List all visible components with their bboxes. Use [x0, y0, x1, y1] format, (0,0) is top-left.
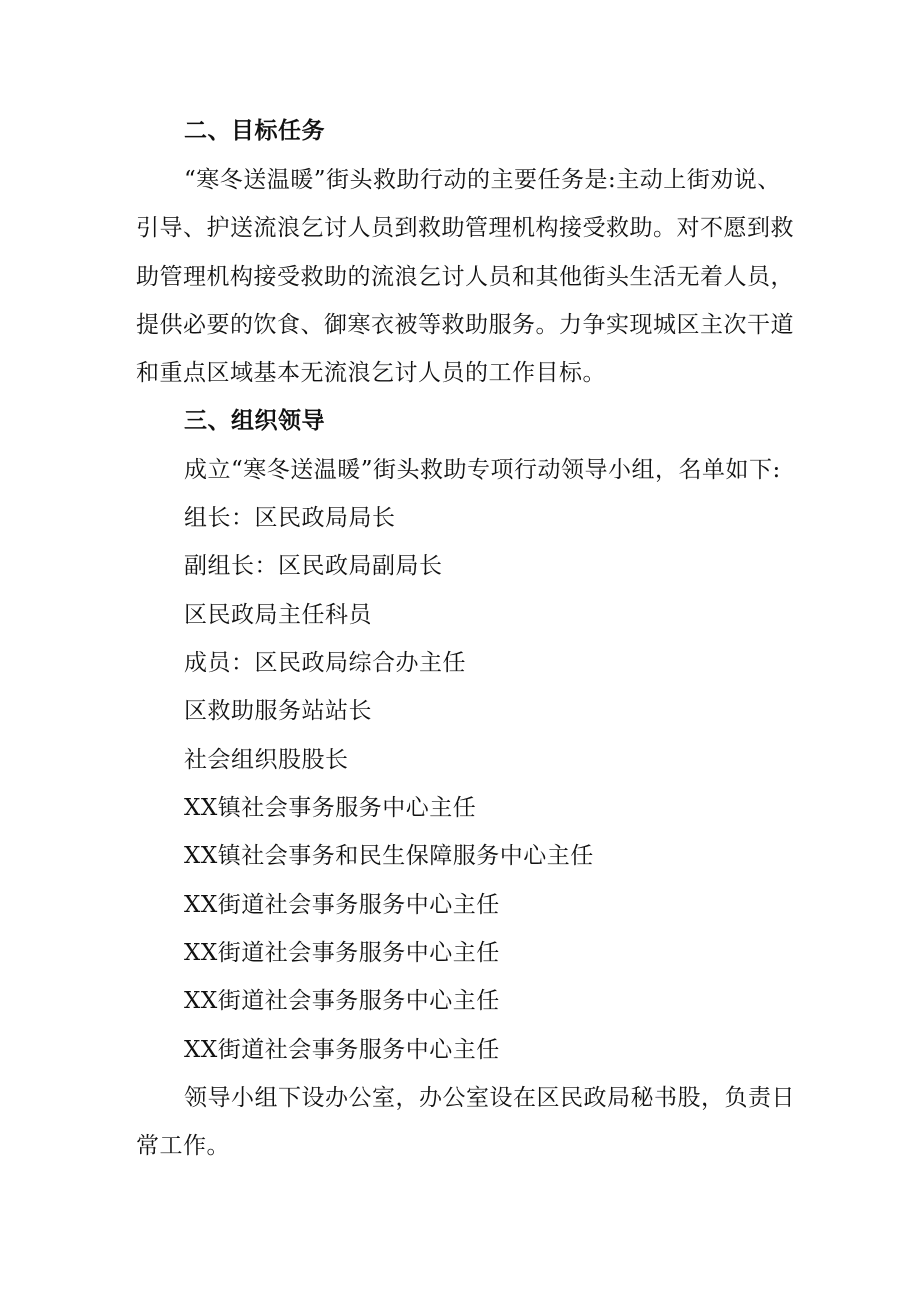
paragraph-line: 和重点区域基本无流浪乞讨人员的工作目标。: [136, 360, 606, 386]
member-line: XX街道社会事务服务中心主任: [184, 892, 500, 918]
member-line: XX镇社会事务和民生保障服务中心主任: [184, 843, 594, 869]
member-line: 副组长：区民政局副局长: [184, 553, 443, 579]
section-heading-organization: 三、组织领导: [184, 407, 325, 434]
member-line: 区民政局主任科员: [184, 602, 372, 628]
paragraph-line: 提供必要的饮食、御寒衣被等救助服务。力争实现城区主次干道: [136, 312, 794, 338]
member-line: XX镇社会事务服务中心主任: [184, 795, 477, 821]
group-intro: 成立“寒冬送温暖”街头救助专项行动领导小组，名单如下:: [184, 457, 781, 483]
paragraph-line: 引导、护送流浪乞讨人员到救助管理机构接受救助。对不愿到救: [136, 215, 794, 241]
closing-line: 常工作。: [136, 1133, 230, 1159]
paragraph-line: “寒冬送温暖”街头救助行动的主要任务是:主动上街劝说、: [184, 167, 781, 193]
member-line: XX街道社会事务服务中心主任: [184, 940, 500, 966]
member-line: 社会组织股股长: [184, 747, 349, 773]
section-heading-goals: 二、目标任务: [184, 117, 325, 144]
member-line: XX街道社会事务服务中心主任: [184, 1037, 500, 1063]
member-line: 组长：区民政局局长: [184, 505, 396, 531]
member-line: 成员：区民政局综合办主任: [184, 650, 466, 676]
closing-line: 领导小组下设办公室，办公室设在区民政局秘书股，负责日: [184, 1085, 795, 1111]
member-line: XX街道社会事务服务中心主任: [184, 988, 500, 1014]
paragraph-line: 助管理机构接受救助的流浪乞讨人员和其他街头生活无着人员，: [136, 264, 794, 290]
member-line: 区救助服务站站长: [184, 698, 372, 724]
